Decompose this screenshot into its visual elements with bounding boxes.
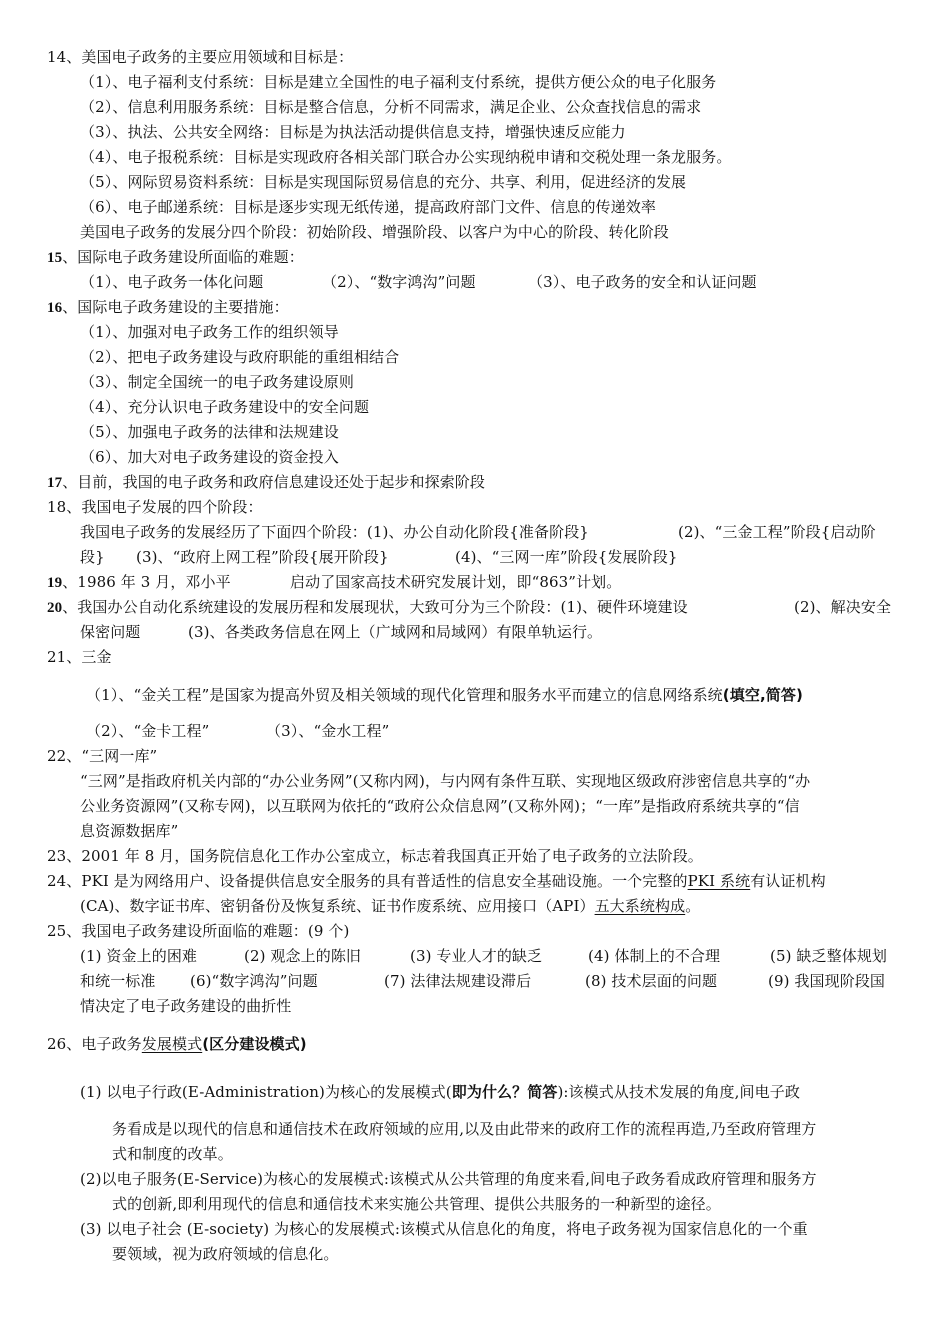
paragraph-line: 式和制度的改革。 xyxy=(112,1145,233,1163)
section-21-title: 21、三金 xyxy=(47,648,112,666)
section-14-title: 14、美国电子政务的主要应用领域和目标是： xyxy=(47,48,354,66)
list-item: （4）、充分认识电子政务建设中的安全问题 xyxy=(80,398,370,416)
section-number: 16 xyxy=(47,300,63,316)
paragraph-line xyxy=(80,895,700,917)
section-23: 23、2001 年 8 月，国务院信息化工作办公室成立，标志着我国真正开始了电子政务的立法阶段。 xyxy=(47,847,703,865)
list-item: (8) 技术层面的问题 xyxy=(585,972,718,990)
list-item: （2）、信息利用服务系统：目标是整合信息，分析不同需求，满足企业、公众查找信息的需求 xyxy=(80,98,702,116)
paragraph-text: （1）、“金关工程”是国家为提高外贸及相关领域的现代化管理和服务水平而建立的信息网络系统 xyxy=(86,686,723,704)
section-24 xyxy=(47,870,826,892)
list-item: (9) 我国现阶段国 xyxy=(768,972,886,990)
paragraph-text: 24、PKI 是为网络用户、设备提供信息安全服务的具有普适性的信息安全基础设施。一个完整的 xyxy=(47,872,688,890)
section-title-text: 26、电子政务 xyxy=(47,1035,142,1053)
list-item: (4) 体制上的不合理 xyxy=(588,947,721,965)
paragraph-line: 要领域，视为政府领域的信息化。 xyxy=(112,1245,339,1263)
list-item: （3）、电子政务的安全和认证问题 xyxy=(528,273,757,291)
section-17 xyxy=(47,471,485,494)
paragraph-line: (3)、“政府上网工程”阶段{展开阶段} xyxy=(136,548,389,566)
answer-type-note: (区分建设模式) xyxy=(202,1035,307,1053)
paragraph-line: (4)、“三网一库”阶段{发展阶段} xyxy=(455,548,678,566)
list-item: （1）、加强对电子政务工作的组织领导 xyxy=(80,323,339,341)
list-item: （3）、执法、公共安全网络：目标是为执法活动提供信息支持，增强快速反应能力 xyxy=(80,123,626,141)
paragraph-line: 我国电子政务的发展经历了下面四个阶段：(1)、办公自动化阶段{准备阶段} xyxy=(80,523,589,541)
list-item: （2）、“数字鸿沟”问题 xyxy=(322,273,476,291)
list-item: （5）、加强电子政务的法律和法规建设 xyxy=(80,423,339,441)
section-20 xyxy=(47,596,688,619)
section-number: 19 xyxy=(47,575,63,591)
paragraph-line: (2)、“三金工程”阶段{启动阶 xyxy=(678,523,876,541)
paragraph-line: (3)、各类政务信息在网上（广域网和局域网）有限单轨运行。 xyxy=(188,623,603,641)
underlined-term: 五大系统构成 xyxy=(594,897,686,915)
answer-type-note: 即为什么？简答 xyxy=(451,1083,558,1101)
list-item: （1）、电子政务一体化问题 xyxy=(80,273,264,291)
section-16-title xyxy=(47,296,289,319)
list-item: （4）、电子报税系统：目标是实现政府各相关部门联合办公实现纳税申请和交税处理一条龙服务。 xyxy=(80,148,732,166)
paragraph-text: (1) 以电子行政(E-Administration)为核心的发展模式( xyxy=(80,1083,452,1101)
list-item: （1）、电子福利支付系统：目标是建立全国性的电子福利支付系统，提供方便公众的电子化服务 xyxy=(80,73,717,91)
list-item: (3) 专业人才的缺乏 xyxy=(410,947,543,965)
section-22-title: 22、“三网一库” xyxy=(47,747,158,765)
paragraph-line: 情决定了电子政务建设的曲折性 xyxy=(80,997,292,1015)
list-item: (6)“数字鸿沟”问题 xyxy=(190,972,318,990)
paragraph-line xyxy=(80,1081,800,1103)
section-15-title xyxy=(47,246,304,269)
section-text: 、目前，我国的电子政务和政府信息建设还处于起步和探索阶段 xyxy=(62,473,486,491)
list-item: （3）、“金水工程” xyxy=(266,722,390,740)
list-item: （6）、加大对电子政务建设的资金投入 xyxy=(80,448,339,466)
paragraph-line: (3) 以电子社会 (E-society) 为核心的发展模式:该模式从信息化的角度，将电子政务视为国家信息化的一个重 xyxy=(80,1220,808,1238)
list-item: (7) 法律法规建设滞后 xyxy=(384,972,532,990)
section-number: 15 xyxy=(47,250,63,266)
list-item: （2）、把电子政务建设与政府职能的重组相结合 xyxy=(80,348,400,366)
section-number: 17 xyxy=(47,475,63,491)
section-title-text: 、国际电子政务建设的主要措施： xyxy=(62,298,289,316)
paragraph-line: 式的创新,即利用现代的信息和通信技术来实施公共管理、提供公共服务的一种新型的途径。 xyxy=(112,1195,721,1213)
list-item: （3）、制定全国统一的电子政务建设原则 xyxy=(80,373,354,391)
list-item: (1) 资金上的困难 xyxy=(80,947,198,965)
section-text: 、1986 年 3 月，邓小平 xyxy=(62,573,231,591)
list-item: (2) 观念上的陈旧 xyxy=(244,947,362,965)
paragraph-line: 段} xyxy=(80,548,105,566)
section-title-text: 、国际电子政务建设所面临的难题： xyxy=(62,248,304,266)
paragraph-text: ):该模式从技术发展的角度,间电子政 xyxy=(557,1083,800,1101)
section-text: 、我国办公自动化系统建设的发展历程和发展现状，大致可分为三个阶段：(1)、硬件环境建设 xyxy=(62,598,688,616)
list-item: （5）、网际贸易资料系统：目标是实现国际贸易信息的充分、共享、利用，促进经济的发展 xyxy=(80,173,687,191)
list-item: （2）、“金卡工程” xyxy=(86,722,210,740)
paragraph-line: 保密问题 xyxy=(80,623,141,641)
paragraph-line xyxy=(86,684,803,706)
paragraph-line: “三网”是指政府机关内部的“办公业务网”(又称内网)，与内网有条件互联、实现地区级政府涉密信息共享的“办 xyxy=(80,772,811,790)
list-item: 和统一标准 xyxy=(80,972,156,990)
section-25-title: 25、我国电子政务建设所面临的难题：(9 个) xyxy=(47,922,350,940)
section-number: 20 xyxy=(47,600,63,616)
paragraph-text: 。 xyxy=(685,897,701,915)
paragraph-text: 有认证机构 xyxy=(750,872,826,890)
section-26-title xyxy=(47,1033,307,1055)
section-18-title: 18、我国电子发展的四个阶段： xyxy=(47,498,263,516)
section-19-cont: 启动了国家高技术研究发展计划，即“863”计划。 xyxy=(290,573,622,591)
list-item: （6）、电子邮递系统：目标是逐步实现无纸传递，提高政府部门文件、信息的传递效率 xyxy=(80,198,656,216)
list-item: (5) 缺乏整体规划 xyxy=(770,947,888,965)
section-14-stages: 美国电子政务的发展分四个阶段：初始阶段、增强阶段、以客户为中心的阶段、转化阶段 xyxy=(80,223,669,241)
paragraph-line: (2)、解决安全 xyxy=(794,598,892,616)
underlined-term: 发展模式 xyxy=(141,1035,203,1053)
answer-type-note: (填空,简答) xyxy=(722,686,803,704)
paragraph-line: 公业务资源网”(又称专网)，以互联网为依托的“政府公众信息网”(又称外网)；“一库”是指政府系统共享的“信 xyxy=(80,797,800,815)
paragraph-text: (CA)、数字证书库、密钥备份及恢复系统、证书作废系统、应用接口（API） xyxy=(80,897,595,915)
underlined-term: PKI 系统 xyxy=(687,872,751,890)
paragraph-line: 务看成是以现代的信息和通信技术在政府领域的应用,以及由此带来的政府工作的流程再造,乃至政府管理方 xyxy=(112,1120,817,1138)
paragraph-line: (2)以电子服务(E-Service)为核心的发展模式:该模式从公共管理的角度来看,间电子政务看成政府管理和服务方 xyxy=(80,1170,817,1188)
paragraph-line: 息资源数据库” xyxy=(80,822,179,840)
section-19 xyxy=(47,571,231,594)
